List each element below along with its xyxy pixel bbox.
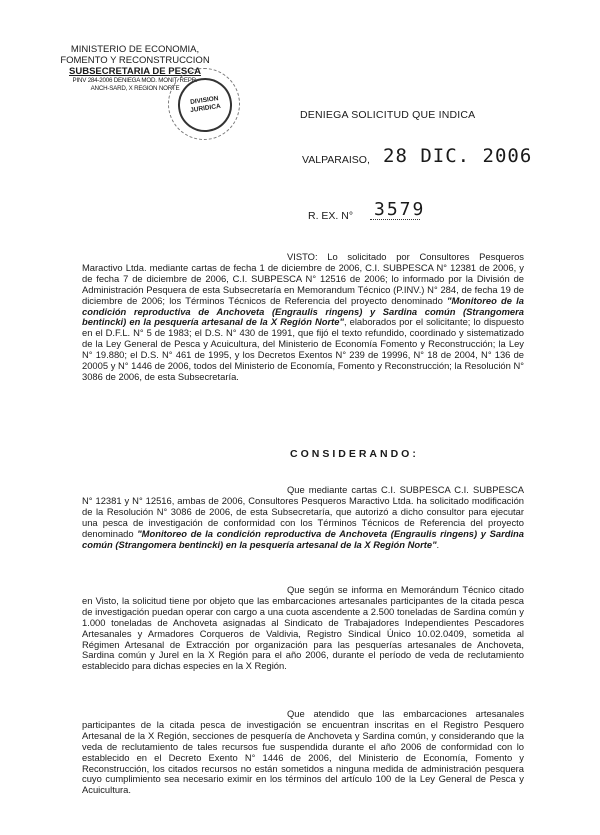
subsecretaria-name: SUBSECRETARIA DE PESCA xyxy=(69,66,201,77)
p1-text: SUBPESCA N° 12381 y N° 12516, ambas de 2006, Consultores Pesqueros Maractivo Ltda. ha solicitado modificación de la Resolución N° 3086 de 2006, de esta Subsecretaría, que autorizó a dicho consultor para ejecutar una pesca de investigación de conformidad con los Términos Técnicos de Referencia del proyecto denominado xyxy=(82,484,524,539)
visto-project-title: "Monitoreo de la condición reproductiva de Anchoveta (Engraulis ringens) y Sardina común (Strangomera bentincki) en la pesquería artesanal de la X Región Norte" xyxy=(82,294,525,328)
ministry-name-2: FOMENTO Y RECONSTRUCCION xyxy=(60,55,210,66)
p1-project-title: "Monitoreo de la condición reproductiva de Anchoveta (Engraulis ringens) y Sardina común (Strangomera bentincki) en la pesquería artesanal de la X Región Norte" xyxy=(82,527,524,550)
considerando-paragraph-3 xyxy=(82,709,524,796)
p3-lead: Que atendido que las embarcaciones xyxy=(287,708,467,719)
stamp-line-2: JURIDICA xyxy=(189,102,222,115)
p3-text: artesanales participantes de la citada pesca de investigación se encuentran inscritas en el Registro Pesquero Artesanal de la X Región, secciones de pesquería de Anchoveta y Sardina común, y considerando que la veda de reclutamiento de tales recursos fue suspendida durante el año 2006 de conformidad con lo establecido en el Decreto Exento N° 1446 de 2006, del Ministerio de Economía, Fomento y Reconstrucción, los citados recursos no están sometidos a ninguna medida de administración pesquera cuyo cumplimiento sea necesario eximir en los términos del artículo 100 de la Ley General de Pesca y Acuicultura. xyxy=(82,708,525,796)
rex-number: 3579 xyxy=(374,199,426,220)
visto-paragraph xyxy=(82,252,524,383)
stamp-line-1: DIVISION xyxy=(189,95,219,106)
considerando-paragraph-1 xyxy=(82,485,524,550)
reference-line-2: ANCH-SARD, X REGION NORTE xyxy=(90,85,180,92)
visto-text: Lo solicitado por Consultores Pesqueros Maractivo Ltda. mediante cartas de fecha 1 de diciembre de 2006, C.I. SUBPESCA N° 12381 de 2006, y de fecha 7 de diciembre de 2006, C.I. SUBPESCA N° 12516 de 2006; lo informado por la División de Administración Pesquera de esta Subsecretaría en Memorandum Técnico (P.INV.) N° 284, de fecha 19 de diciembre de 2006; los Términos Técnicos de Referencia del proyecto denominado xyxy=(82,251,524,306)
p1-end: . xyxy=(436,538,440,550)
p2-lead: Que según se informa en Memorándum xyxy=(287,584,459,595)
document-subject: DENIEGA SOLICITUD QUE INDICA xyxy=(300,109,476,121)
considerando-paragraph-2 xyxy=(82,585,524,672)
considerando-heading: CONSIDERANDO: xyxy=(290,448,419,460)
place-label: VALPARAISO, xyxy=(302,154,370,166)
rex-underline xyxy=(370,219,420,220)
p1-lead: Que mediante cartas C.I. SUBPESCA C.I. xyxy=(287,484,469,495)
visto-text-2: , elaborados por el solicitante; lo dispuesto en el D.F.L. N° 5 de 1983; el D.S. N° 430 de 1991, que fijó el texto refundido, coordinado y sistematizado de la Ley General de Pesca y Acuicultura, del Ministerio de Economía Fomento y Reconstrucción; la Ley N° 19.880; el D.S. N° 461 de 1995, y los Decretos Exentos N° 239 de 19996, N° 18 de 2004, N° 136 de 20005 y N° 1446 de 2006, todos del Ministerio de Economía, Fomento y Reconstrucción; la Resolución N° 3086 de 2006, de esta Subsecretaría. xyxy=(82,316,524,382)
date-stamp: 28 DIC. 2006 xyxy=(383,145,533,167)
reference-line-1: PINV 284-2006 DENIEGA MOD. MONIT. REPR. xyxy=(72,77,198,84)
p2-text: Técnico citado en Visto, la solicitud tiene por objeto que las embarcaciones artesanales participantes de la citada pesca de investigación puedan operar con cargo a una cuota ascendente a 2.500 toneladas de Sardina común y 1.000 toneladas de Anchoveta asignadas al Sindicato de Trabajadores Independientes Pescadores Artesanales y Armadores Corqueros de Valdivia, Registro Sindical Único 10.02.0409, sometida al Régimen Artesanal de Extracción por organización para las pesquerías artesanales de Anchoveta, Sardina común y Jurel en la X Región para el año 2006, durante el período de veda de reclutamiento establecido para dichas especies en la X Región. xyxy=(82,584,525,672)
ministry-name: MINISTERIO DE ECONOMIA, xyxy=(70,44,200,55)
rex-label: R. EX. N° xyxy=(308,210,354,222)
visto-lead: VISTO: xyxy=(287,251,318,262)
